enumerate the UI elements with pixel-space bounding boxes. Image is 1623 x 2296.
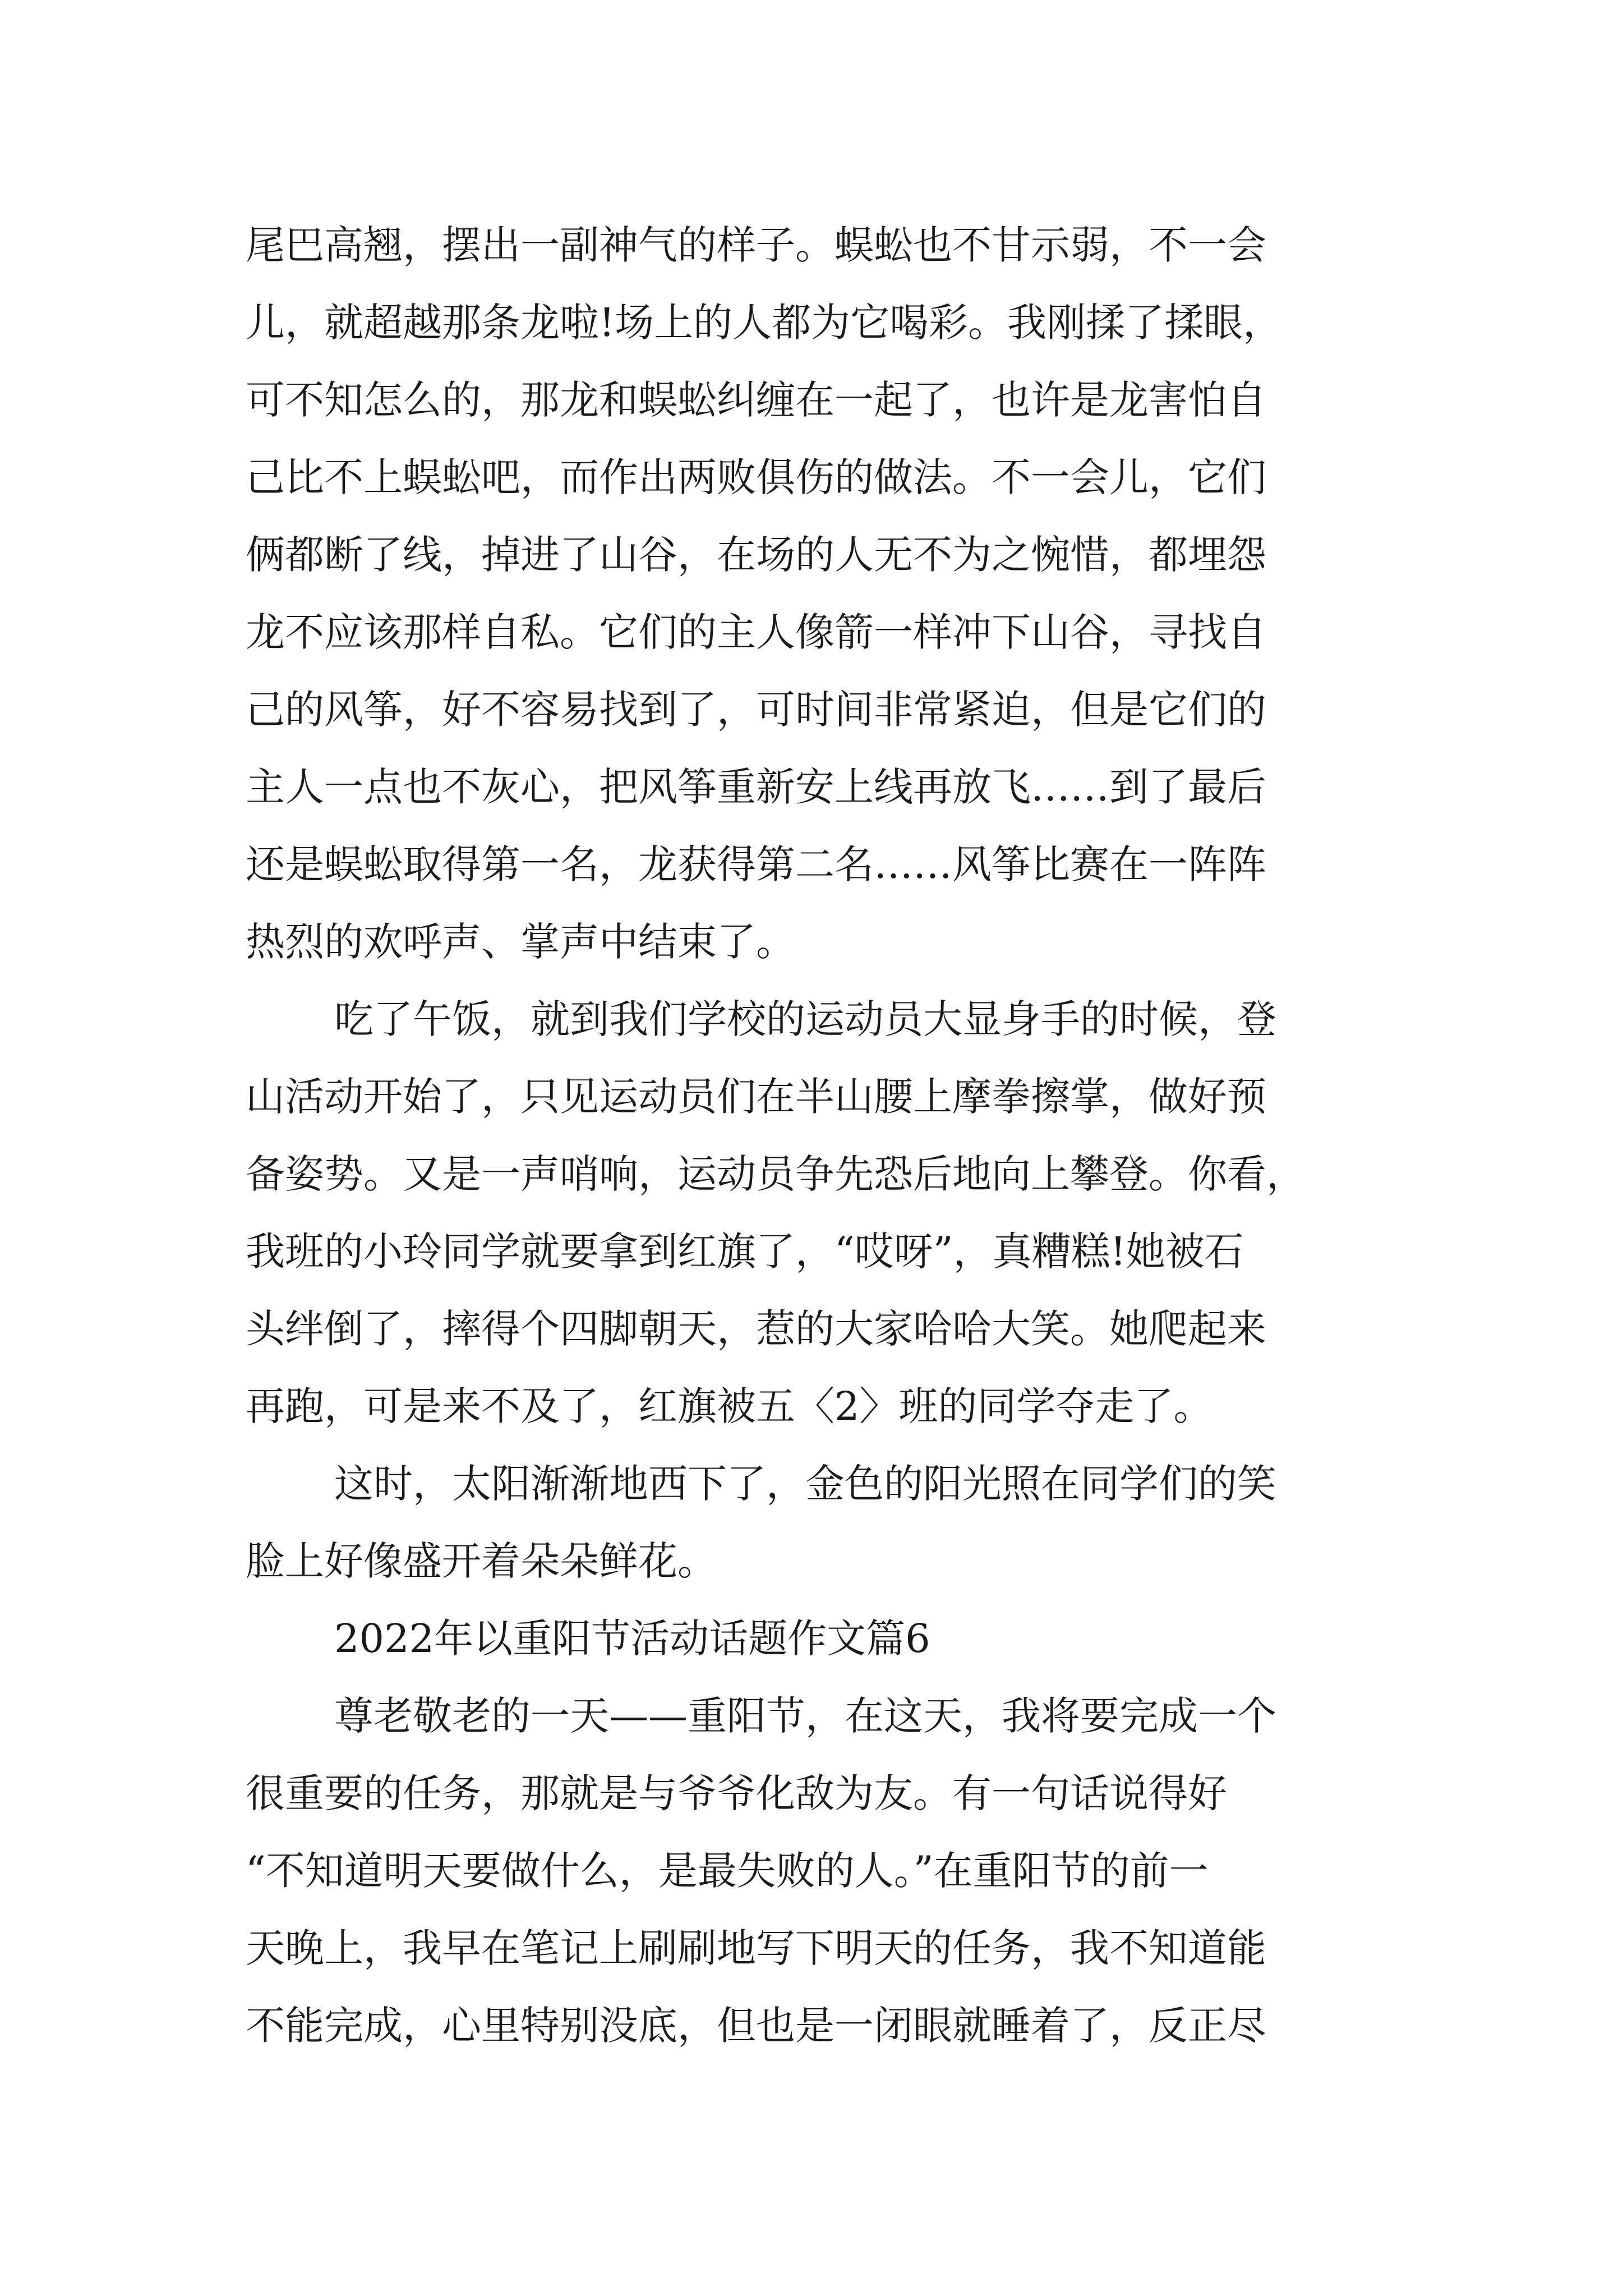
text-line: 己的风筝，好不容易找到了，可时间非常紧迫，但是它们的 xyxy=(246,687,1266,733)
text-line: 儿，就超越那条龙啦!场上的人都为它喝彩。我刚揉了揉眼， xyxy=(246,300,1283,346)
text-line: 吃了午饭，就到我们学校的运动员大显身手的时候，登 xyxy=(334,996,1276,1042)
text-line: 还是蜈蚣取得第一名，龙获得第二名……风筝比赛在一阵阵 xyxy=(246,841,1266,887)
text-line: 俩都断了线，掉进了山谷，在场的人无不为之惋惜，都埋怨 xyxy=(246,532,1266,578)
text-line: 不能完成，心里特别没底，但也是一闭眼就睡着了，反正尽 xyxy=(246,2003,1266,2049)
text-line: 尾巴高翘，摆出一副神气的样子。蜈蚣也不甘示弱，不一会 xyxy=(246,222,1266,268)
text-line: 头绊倒了，摔得个四脚朝天，惹的大家哈哈大笑。她爬起来 xyxy=(246,1306,1266,1352)
essay-text xyxy=(246,206,1390,2064)
text-line: 这时，太阳渐渐地西下了，金色的阳光照在同学们的笑 xyxy=(334,1461,1276,1507)
text-line: 己比不上蜈蚣吧，而作出两败俱伤的做法。不一会儿，它们 xyxy=(246,454,1266,500)
text-line: 尊老敬老的一天——重阳节，在这天，我将要完成一个 xyxy=(334,1693,1276,1739)
text-line: 我班的小玲同学就要拿到红旗了，“哎呀”，真糟糕!她被石 xyxy=(246,1228,1244,1274)
text-line: 备姿势。又是一声哨响，运动员争先恐后地向上攀登。你看， xyxy=(246,1151,1306,1197)
text-line: 脸上好像盛开着朵朵鲜花。 xyxy=(246,1538,717,1584)
text-line: 山活动开始了，只见运动员们在半山腰上摩拳擦掌，做好预 xyxy=(246,1074,1266,1120)
text-line: 再跑，可是来不及了，红旗被五〈2〉班的同学夺走了。 xyxy=(246,1383,1213,1429)
text-line: 可不知怎么的，那龙和蜈蚣纠缠在一起了，也许是龙害怕自 xyxy=(246,377,1266,423)
text-line: 龙不应该那样自私。它们的主人像箭一样冲下山谷，寻找自 xyxy=(246,609,1266,655)
text-line: 2022年以重阳节活动话题作文篇6 xyxy=(334,1616,930,1662)
text-line: 热烈的欢呼声、掌声中结束了。 xyxy=(246,919,795,965)
text-line: “不知道明天要做什么，是最失败的人。”在重阳节的前一 xyxy=(246,1848,1209,1894)
text-line: 主人一点也不灰心，把风筝重新安上线再放飞……到了最后 xyxy=(246,764,1266,810)
text-line: 天晚上，我早在笔记上刷刷地写下明天的任务，我不知道能 xyxy=(246,1925,1266,1971)
text-line: 很重要的任务，那就是与爷爷化敌为友。有一句话说得好 xyxy=(246,1770,1227,1816)
